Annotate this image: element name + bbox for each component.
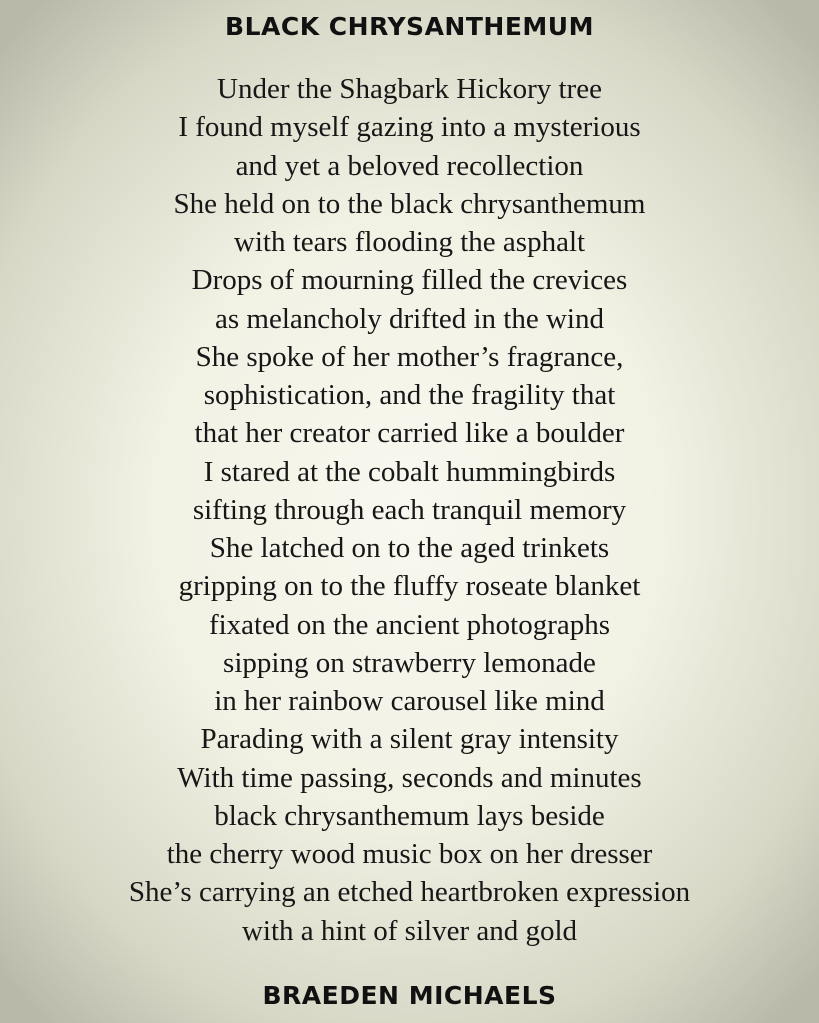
poem-title: BLACK CHRYSANTHEMUM — [225, 12, 594, 41]
poem-line: with tears flooding the asphalt — [233, 226, 586, 258]
poem-line: in her rainbow carousel like mind — [214, 685, 605, 717]
poem-line: Under the Shagbark Hickory tree — [217, 73, 602, 105]
poem-line: I stared at the cobalt hummingbirds — [203, 455, 616, 488]
poem-line: gripping on to the fluffy roseate blanket — [178, 570, 641, 603]
poem-line: I found myself gazing into a mysterious — [178, 111, 641, 144]
poem-line: sifting through each tranquil memory — [192, 493, 627, 526]
poem-line: She held on to the black chrysanthemum — [173, 187, 646, 220]
poem-line: that her creator carried like a boulder — [194, 417, 625, 450]
poem-line: black chrysanthemum lays beside — [214, 799, 605, 832]
poem-line: sophistication, and the fragility that — [203, 379, 616, 411]
poem-line: as melancholy drifted in the wind — [215, 302, 604, 335]
poem-author: BRAEDEN MICHAELS — [262, 981, 557, 1010]
poem-line: the cherry wood music box on her dresser — [166, 838, 653, 870]
poem-line: She spoke of her mother’s fragrance, — [195, 340, 624, 373]
poem-line: She’s carrying an etched heartbroken expression — [128, 876, 691, 909]
poem-line: and yet a beloved recollection — [235, 149, 584, 182]
poem-line: with a hint of silver and gold — [241, 914, 578, 947]
poem-line: She latched on to the aged trinkets — [209, 532, 610, 564]
poem-line: Drops of mourning filled the crevices — [191, 264, 628, 297]
poem-body — [0, 70, 819, 950]
poem-line: sipping on strawberry lemonade — [223, 646, 596, 679]
poem-line: fixated on the ancient photographs — [208, 608, 611, 641]
poem-line: Parading with a silent gray intensity — [200, 723, 619, 756]
poem-line: With time passing, seconds and minutes — [177, 761, 642, 794]
